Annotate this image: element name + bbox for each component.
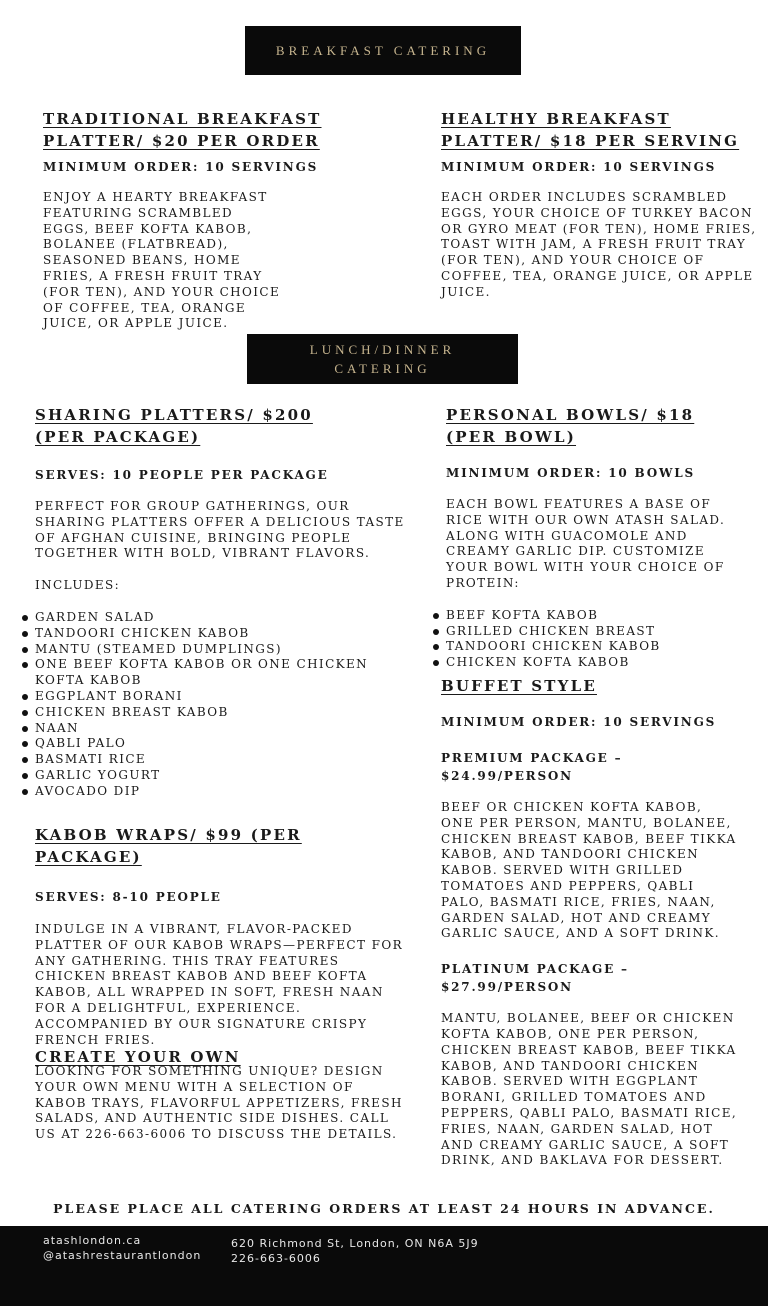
sharing-platter-item: CHICKEN BREAST KABOB <box>35 705 400 721</box>
sharing-platters-section <box>35 404 405 800</box>
sharing-platter-item: GARLIC YOGURT <box>35 768 400 784</box>
sharing-platters-description: PERFECT FOR GROUP GATHERINGS, OUR SHARING PLATTERS OFFER A DELICIOUS TASTE OF AFGHAN CUISINE, BRINGING PEOPLE TOGETHER WITH BOLD, VIBRANT FLAVORS. <box>35 499 405 561</box>
create-your-own-title: CREATE YOUR OWN <box>35 1048 241 1066</box>
footer-contact-online <box>43 1233 201 1263</box>
traditional-breakfast-description: ENJOY A HEARTY BREAKFAST FEATURING SCRAMBLED EGGS, BEEF KOFTA KABOB, BOLANEE (FLATBREAD), SEASONED BEANS, HOME FRIES, A FRESH FRUIT TRAY (FOR TEN), AND YOUR CHOICE OF COFFEE, TEA, ORANGE JUICE, OR APPLE JUICE. <box>43 190 281 331</box>
sharing-platters-includes-label: INCLUDES: <box>35 578 121 593</box>
buffet-style-section <box>441 675 741 1169</box>
sharing-platters-items <box>35 610 400 800</box>
footer <box>0 1226 768 1306</box>
sharing-platter-item: ONE BEEF KOFTA KABOB OR ONE CHICKEN KOFTA KABOB <box>35 657 400 689</box>
bowl-protein-item: CHICKEN KOFTA KABOB <box>446 655 746 671</box>
premium-package-title: PREMIUM PACKAGE – $24.99/PERSON <box>441 751 623 783</box>
personal-bowls-minimum: MINIMUM ORDER: 10 BOWLS <box>446 466 695 480</box>
kabob-wraps-title: KABOB WRAPS/ $99 (PER PACKAGE) <box>35 826 302 866</box>
footer-social-handle[interactable]: @atashrestaurantlondon <box>43 1249 202 1262</box>
sharing-platters-serves: SERVES: 10 PEOPLE PER PACKAGE <box>35 468 329 482</box>
sharing-platter-item: BASMATI RICE <box>35 752 400 768</box>
healthy-breakfast-description: EACH ORDER INCLUDES SCRAMBLED EGGS, YOUR CHOICE OF TURKEY BACON OR GYRO MEAT (FOR TEN), HOME FRIES, TOAST WITH JAM, A FRESH FRUIT TRAY (FOR TEN), AND YOUR CHOICE OF COFFEE, TEA, ORANGE JUICE, OR APPLE JUICE. <box>441 190 757 299</box>
healthy-breakfast-section <box>441 108 763 301</box>
traditional-breakfast-section <box>43 108 343 332</box>
advance-order-notice: PLEASE PLACE ALL CATERING ORDERS AT LEAST 24 HOURS IN ADVANCE. <box>53 1201 715 1216</box>
sharing-platter-item: NAAN <box>35 721 400 737</box>
personal-bowls-items <box>446 608 746 671</box>
personal-bowls-title: PERSONAL BOWLS/ $18 (PER BOWL) <box>446 406 695 446</box>
lunch-banner-line1: LUNCH/DINNER <box>309 342 456 357</box>
sharing-platter-item: TANDOORI CHICKEN KABOB <box>35 626 400 642</box>
footer-website-link[interactable]: atashlondon.ca <box>43 1234 142 1247</box>
bowl-protein-item: BEEF KOFTA KABOB <box>446 608 746 624</box>
lunch-banner-line2: CATERING <box>334 361 431 376</box>
personal-bowls-description: EACH BOWL FEATURES A BASE OF RICE WITH OUR OWN ATASH SALAD. ALONG WITH GUACOMOLE AND CREAMY GARLIC DIP. CUSTOMIZE YOUR BOWL WITH YOUR CHOICE OF PROTEIN: <box>446 497 726 590</box>
healthy-breakfast-minimum: MINIMUM ORDER: 10 SERVINGS <box>441 160 717 174</box>
bowl-protein-item: TANDOORI CHICKEN KABOB <box>446 639 746 655</box>
platinum-package-description: MANTU, BOLANEE, BEEF OR CHICKEN KOFTA KABOB, ONE PER PERSON, CHICKEN BREAST KABOB, BEEF TIKKA KABOB, AND TANDOORI CHICKEN KABOB. SERVED WITH EGGPLANT BORANI, GRILLED TOMATOES AND PEPPERS, QABLI PALO, BASMATI RICE, FRIES, NAAN, GARDEN SALAD, HOT AND CREAMY GARLIC SAUCE, A SOFT DRINK, AND BAKLAVA FOR DESSERT. <box>441 1011 738 1168</box>
traditional-breakfast-title-line2: PLATTER/ $20 PER ORDER <box>43 132 320 150</box>
personal-bowls-section <box>446 404 746 671</box>
healthy-breakfast-title-line2: PLATTER/ $18 PER SERVING <box>441 132 740 150</box>
sharing-platter-item: MANTU (STEAMED DUMPLINGS) <box>35 642 400 658</box>
healthy-breakfast-title-line1: HEALTHY BREAKFAST <box>441 110 671 128</box>
footer-address: 620 Richmond St, London, ON N6A 5J9 <box>231 1237 479 1250</box>
kabob-wraps-section <box>35 824 407 1048</box>
sharing-platter-item: QABLI PALO <box>35 736 400 752</box>
lunch-dinner-catering-banner <box>247 334 518 384</box>
premium-package-description: BEEF OR CHICKEN KOFTA KABOB, ONE PER PERSON, MANTU, BOLANEE, CHICKEN BREAST KABOB, BEEF TIKKA KABOB, AND TANDOORI CHICKEN KABOB. SERVED WITH GRILLED TOMATOES AND PEPPERS, QABLI PALO, BASMATI RICE, FRIES, NAAN, GARDEN SALAD, HOT AND CREAMY GARLIC SAUCE, AND A SOFT DRINK. <box>441 800 737 941</box>
create-your-own-description: LOOKING FOR SOMETHING UNIQUE? DESIGN YOUR OWN MENU WITH A SELECTION OF KABOB TRAYS, FLAVORFUL APPETIZERS, FRESH SALADS, AND AUTHENTIC SIDE DISHES. CALL US AT 226-663-6006 TO DISCUSS THE DETAILS. <box>35 1064 403 1142</box>
sharing-platter-item: AVOCADO DIP <box>35 784 400 800</box>
footer-phone[interactable]: 226-663-6006 <box>231 1252 321 1265</box>
breakfast-banner-text: BREAKFAST CATERING <box>275 43 491 58</box>
bowl-protein-item: GRILLED CHICKEN BREAST <box>446 624 746 640</box>
breakfast-catering-banner <box>245 26 521 75</box>
buffet-style-minimum: MINIMUM ORDER: 10 SERVINGS <box>441 715 717 729</box>
traditional-breakfast-title-line1: TRADITIONAL BREAKFAST <box>43 110 322 128</box>
sharing-platters-title: SHARING PLATTERS/ $200 (PER PACKAGE) <box>35 406 313 446</box>
create-your-own-section <box>35 1046 407 1143</box>
platinum-package-title: PLATINUM PACKAGE – $27.99/PERSON <box>441 962 629 995</box>
traditional-breakfast-minimum: MINIMUM ORDER: 10 SERVINGS <box>43 160 319 174</box>
kabob-wraps-serves: SERVES: 8-10 PEOPLE <box>35 890 222 904</box>
sharing-platter-item: GARDEN SALAD <box>35 610 400 626</box>
sharing-platter-item: EGGPLANT BORANI <box>35 689 400 705</box>
buffet-style-title: BUFFET STYLE <box>441 677 597 695</box>
kabob-wraps-description: INDULGE IN A VIBRANT, FLAVOR-PACKED PLATTER OF OUR KABOB WRAPS—PERFECT FOR ANY GATHERING. THIS TRAY FEATURES CHICKEN BREAST KABOB AND BEEF KOFTA KABOB, ALL WRAPPED IN SOFT, FRESH NAAN FOR A DELIGHTFUL, EXPERIENCE. ACCOMPANIED BY OUR SIGNATURE CRISPY FRENCH FRIES. <box>35 922 404 1047</box>
footer-contact-location <box>231 1236 479 1266</box>
